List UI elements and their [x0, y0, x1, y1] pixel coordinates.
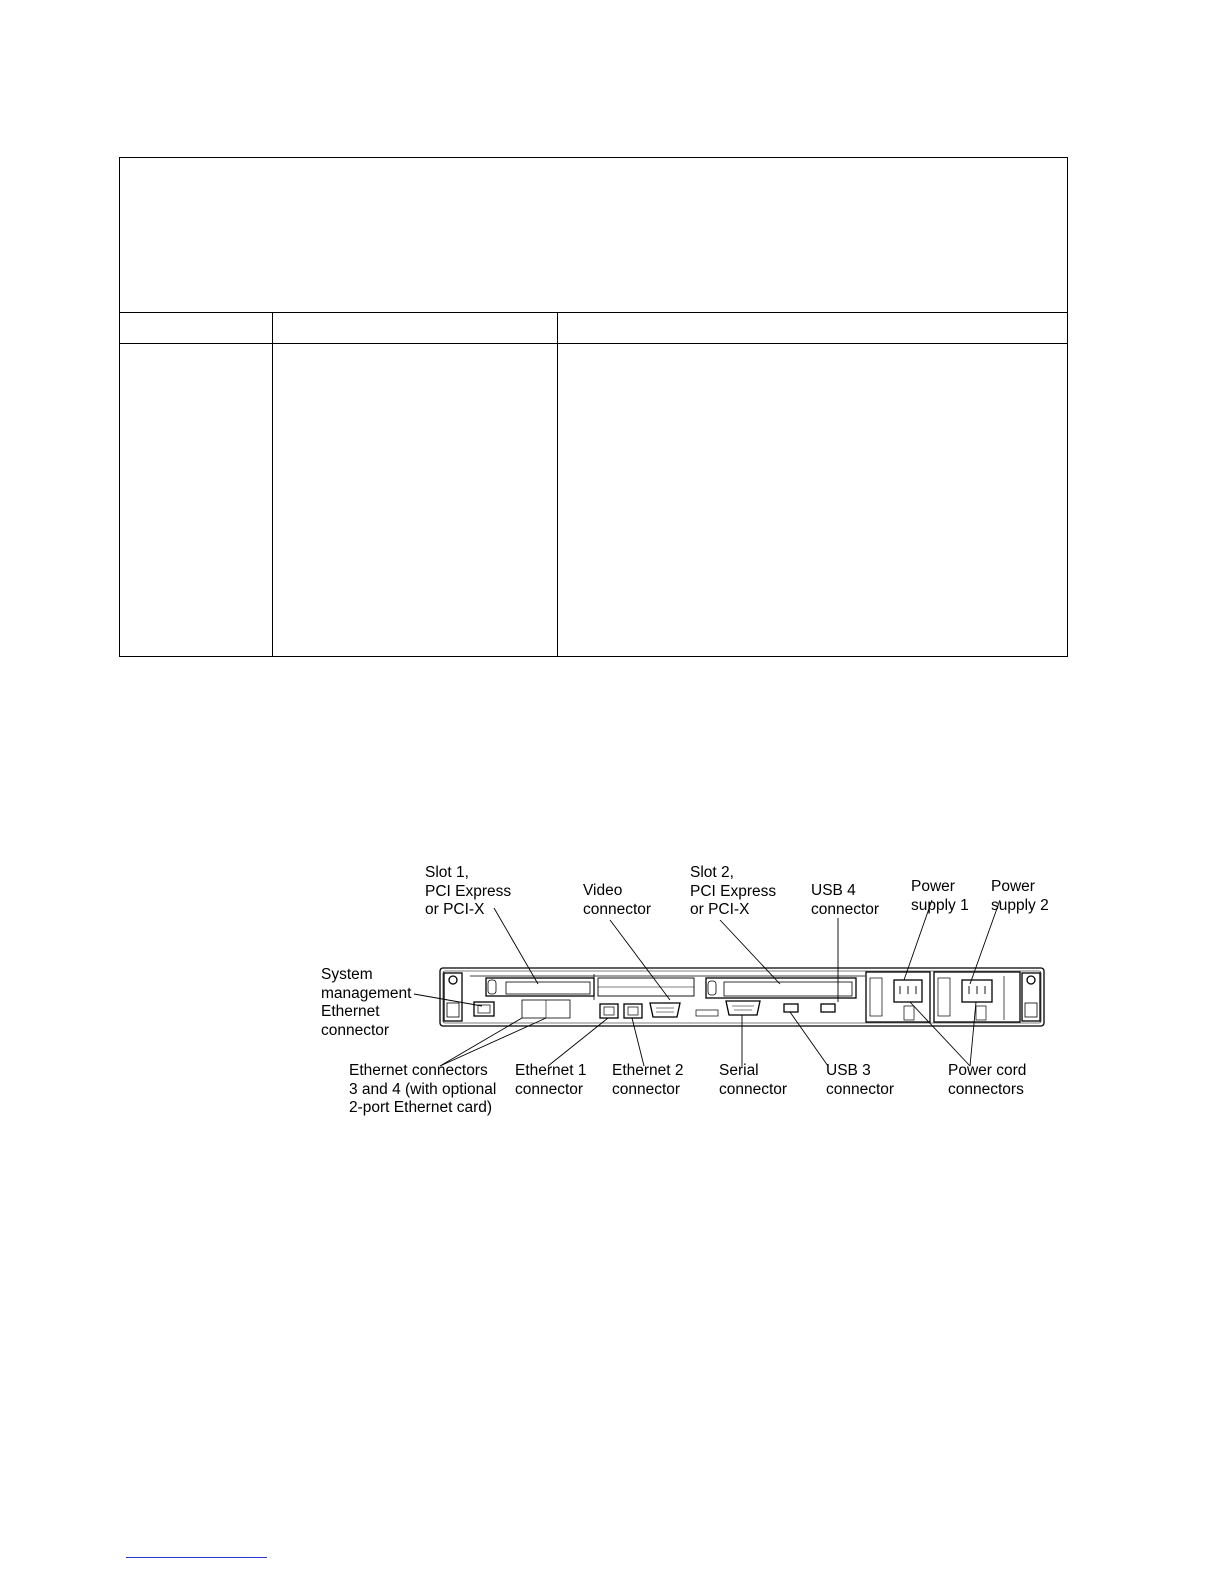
- label-system-management-ethernet: System management Ethernet connector: [321, 966, 412, 1039]
- usb-4-port: [821, 1004, 835, 1012]
- ethernet-2-port: [624, 1004, 642, 1018]
- label-power-cord-connectors: Power cord connectors: [948, 1062, 1027, 1098]
- label-ethernet-2-connector: Ethernet 2 connector: [612, 1062, 684, 1098]
- leader-lines: [414, 900, 1000, 1066]
- label-slot-2: Slot 2, PCI Express or PCI-X: [690, 864, 777, 918]
- label-ethernet-connectors-3-4: Ethernet connectors 3 and 4 (with optional 2-port Ethernet card): [349, 1062, 497, 1116]
- video-port: [650, 1003, 680, 1017]
- table-frame: [119, 157, 1068, 657]
- label-usb-4-connector: USB 4 connector: [811, 882, 880, 918]
- label-usb-3-connector: USB 3 connector: [826, 1062, 895, 1098]
- label-ethernet-1-connector: Ethernet 1 connector: [515, 1062, 587, 1098]
- slot-2-bracket: [706, 978, 856, 998]
- label-video-connector: Video connector: [583, 882, 652, 918]
- system-management-ethernet-port: [474, 1002, 494, 1016]
- ethernet-1-port: [600, 1004, 618, 1018]
- serial-port: [726, 1001, 760, 1015]
- table-header-top-rule: [120, 312, 1067, 313]
- table-column-divider-1: [272, 312, 273, 656]
- table-column-divider-2: [557, 312, 558, 656]
- label-power-supply-1: Power supply 1: [911, 878, 969, 914]
- label-serial-connector: Serial connector: [719, 1062, 788, 1098]
- footer-rule: [126, 1557, 267, 1558]
- slot-1-bracket: [486, 978, 594, 996]
- table-header-bottom-rule: [120, 343, 1067, 344]
- label-power-supply-2: Power supply 2: [991, 878, 1049, 914]
- label-slot-1: Slot 1, PCI Express or PCI-X: [425, 864, 512, 918]
- server-rear-view-diagram: [310, 860, 1070, 1130]
- usb-3-port: [784, 1004, 798, 1012]
